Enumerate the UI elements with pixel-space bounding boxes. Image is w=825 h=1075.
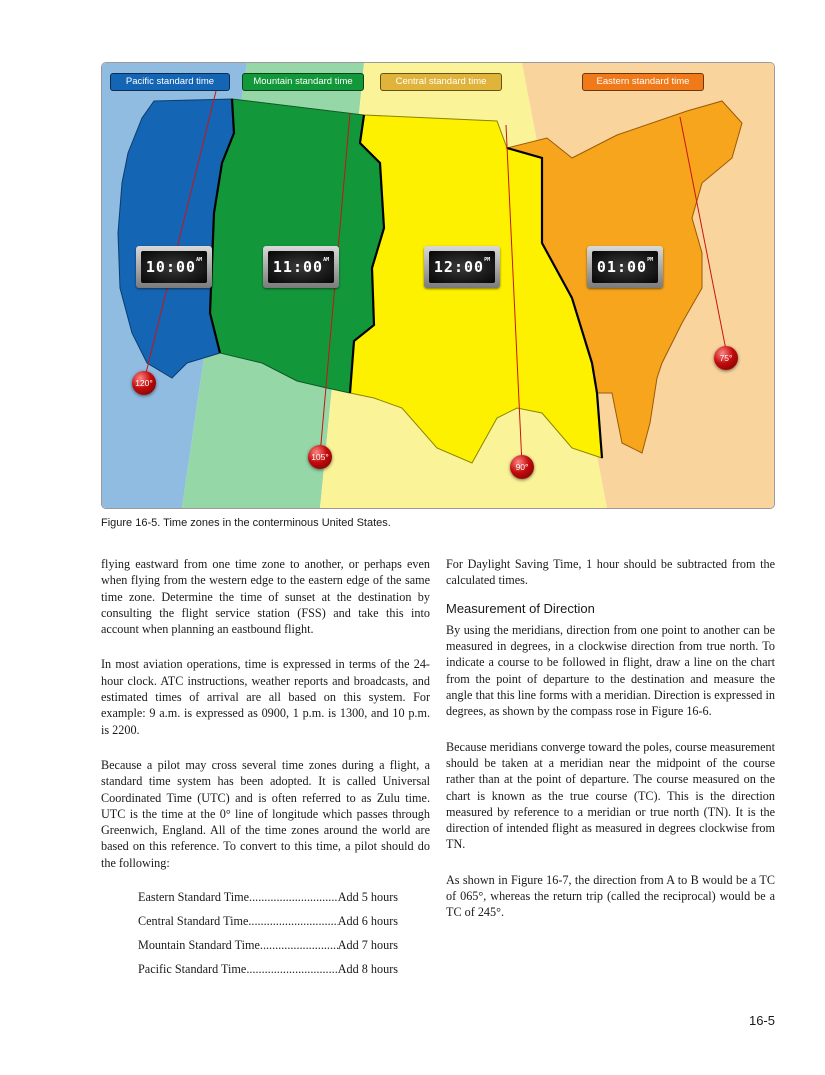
clock-mountain	[263, 246, 339, 288]
clock-suffix: AM	[196, 257, 203, 263]
list-item	[138, 890, 398, 914]
clock-suffix: PM	[484, 257, 491, 263]
zone-label-mountain: Mountain standard time	[242, 73, 364, 91]
leader-dots	[246, 962, 337, 986]
conversion-hours: Add 6 hours	[337, 914, 398, 928]
conversion-hours: Add 8 hours	[337, 962, 398, 976]
paragraph-reciprocal: As shown in Figure 16-7, the direction from A to B would be a TC of 065°, whereas the return trip (called the reciprocal) would be a TC of 245°.	[446, 872, 775, 920]
clock-time: 11:00	[272, 258, 324, 276]
right-column	[446, 556, 775, 940]
paragraph-sunset: flying eastward from one time zone to another, or perhaps even when flying from the western edge to the eastern edge of the same time zone. Determine the time of sunset at the destination by consulting the flight service station (FSS) and take this into account when planning an eastbound flight.	[101, 557, 430, 637]
meridian-pin-120: 120°	[132, 371, 156, 395]
list-item	[138, 962, 398, 986]
paragraph-utc: Because a pilot may cross several time zones during a flight, a standard time system has been adopted. It is called Universal Coordinated Time (UTC) and is often referred to as Zulu time. UTC is the time at the 0° line of longitude which passes through Greenwich, England. All of the time zones around the world are based on this reference. To convert to this time, a pilot should do the following:	[101, 757, 430, 870]
paragraph-true-course: Because meridians converge toward the poles, course measurement should be taken at a meridian near the midpoint of the course rather than at the point of departure. The course measured on the chart is known as the true course (TC). This is the direction measured by reference to a meridian or true north (TN). It is the direction of intended flight as measured in degrees clockwise from TN.	[446, 739, 775, 852]
left-column	[101, 556, 430, 890]
meridian-pin-105: 105°	[308, 445, 332, 469]
leader-dots	[249, 890, 338, 914]
leader-dots	[248, 914, 337, 938]
utc-conversion-list	[138, 890, 398, 986]
clock-time: 12:00	[433, 258, 485, 276]
paragraph-24-hour-clock: In most aviation operations, time is expressed in terms of the 24-hour clock. ATC instructions, weather reports and broadcasts, and estimated times of arrival are all based on this system. For example: 9 a.m. is expressed as 0900, 1 p.m. is 1300, and 10 p.m. is 2200.	[101, 657, 430, 737]
paragraph-meridian-direction: By using the meridians, direction from one point to another can be measured in degrees, in a clockwise direction from true north. To indicate a course to be followed in flight, draw a line on the chart from the point of departure to the destination and measure the angle that this line forms with a meridian. Direction is expressed in degrees, as shown by the compass rose in Figure 16-6.	[446, 622, 775, 719]
figure-caption-label: Figure 16-5.	[101, 517, 161, 529]
figure-caption-text: Time zones in the conterminous United States.	[163, 517, 391, 529]
page-number: 16-5	[748, 1013, 775, 1028]
paragraph-daylight-saving: For Daylight Saving Time, 1 hour should be subtracted from the calculated times.	[446, 557, 775, 588]
clock-eastern	[587, 246, 663, 288]
zone-label-pacific: Pacific standard time	[110, 73, 230, 91]
zone-label-central: Central standard time	[380, 73, 502, 91]
clock-time: 01:00	[596, 258, 648, 276]
time-zone-map-figure	[101, 62, 775, 509]
figure-caption	[101, 517, 391, 529]
conversion-zone: Eastern Standard Time	[138, 890, 250, 904]
meridian-pin-75: 75°	[714, 346, 738, 370]
list-item	[138, 938, 398, 962]
clock-pacific	[136, 246, 212, 288]
leader-dots	[260, 938, 338, 962]
section-heading: Measurement of Direction	[446, 600, 595, 616]
conversion-zone: Mountain Standard Time	[138, 938, 260, 952]
conversion-zone: Pacific Standard Time	[138, 962, 247, 976]
conversion-hours: Add 5 hours	[337, 890, 398, 904]
conversion-hours: Add 7 hours	[337, 938, 398, 952]
zone-label-eastern: Eastern standard time	[582, 73, 704, 91]
clock-central	[424, 246, 500, 288]
meridian-pin-90: 90°	[510, 455, 534, 479]
clock-suffix: AM	[323, 257, 330, 263]
conversion-zone: Central Standard Time	[138, 914, 249, 928]
clock-time: 10:00	[145, 258, 197, 276]
clock-suffix: PM	[647, 257, 654, 263]
list-item	[138, 914, 398, 938]
